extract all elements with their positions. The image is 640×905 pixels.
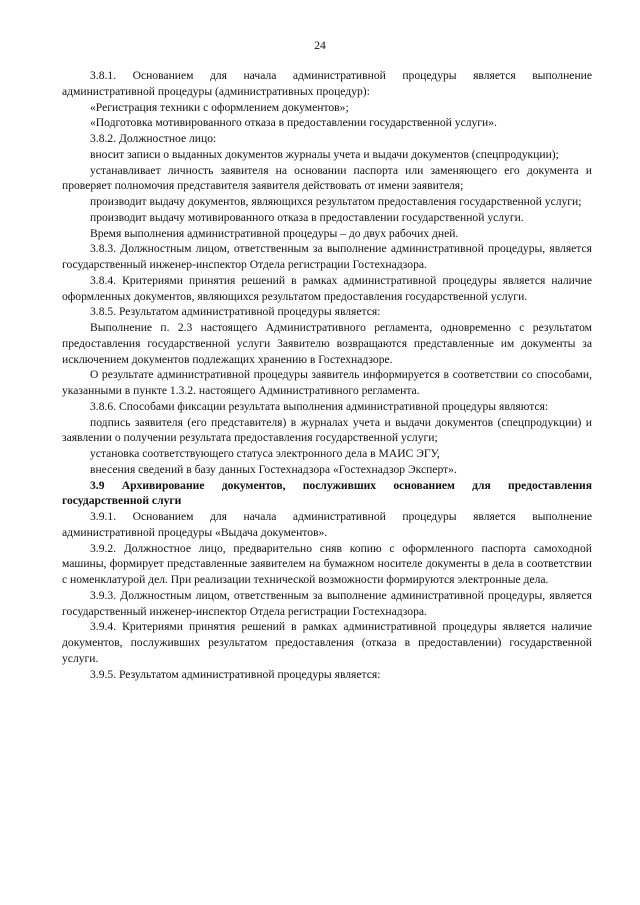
paragraph: 3.9.3. Должностным лицом, ответственным за выполнение административной процедуры, является государственный инженер-инспектор Отдела регистрации Гостехнадзора. <box>62 588 592 618</box>
section-heading: 3.9 Архивирование документов, послуживших основанием для предоставления государственной слуги <box>62 478 592 508</box>
paragraph: установка соответствующего статуса электронного дела в МАИС ЭГУ, <box>90 447 440 460</box>
paragraph: 3.8.4. Критериями принятия решений в рамках административной процедуры является наличие оформленных документов, являющихся результатом предоставления государственной услуги. <box>62 273 592 303</box>
paragraph: «Подготовка мотивированного отказа в предоставлении государственной услуги». <box>90 116 497 130</box>
paragraph: 3.9.4. Критериями принятия решений в рамках административной процедуры является наличие документов, послуживших результатом предоставления (отказа в предоставлении) государственной услуги. <box>62 620 592 665</box>
paragraph: 3.8.1. Основанием для начала административной процедуры является выполнение административной процедуры (административных процедур): <box>62 69 592 98</box>
paragraph: 3.8.5. Результатом административной процедуры является: <box>90 305 381 319</box>
paragraph: «Регистрация техники с оформлением документов»; <box>90 100 349 114</box>
paragraph: Выполнение п. 2.3 настоящего Административного регламента, одновременно с результатом предоставления государственной услуги Заявителю возвращаются представленные им документы за исключением документов подлежащих хранению в Гостехнадзоре. <box>62 321 592 366</box>
page-number: 24 <box>314 39 326 52</box>
paragraph: 3.9.5. Результатом административной процедуры является: <box>90 667 381 681</box>
paragraph: вносит записи о выданных документов журналы учета и выдачи документов (спецпродукции); <box>90 147 559 161</box>
paragraph: 3.9.1. Основанием для начала административной процедуры является выполнение административной процедуры «Выдача документов». <box>62 510 592 539</box>
paragraph: Время выполнения административной процедуры – до двух рабочих дней. <box>90 226 459 240</box>
paragraph: производит выдачу мотивированного отказа в предоставлении государственной услуги. <box>90 210 524 224</box>
paragraph: 3.9.2. Должностное лицо, предварительно сняв копию с оформленного паспорта самоходной машины, формирует представленные заявителем на бумажном носителе документы в дела в соответствии с номенклатурой дел. При реализации технической возможности формируются электронные дела. <box>62 541 592 586</box>
paragraph: О результате административной процедуры заявитель информируется в соответствии со способами, указанными в пункте 1.3.2. настоящего Административного регламента. <box>62 368 592 397</box>
paragraph: 3.8.2. Должностное лицо: <box>90 132 217 145</box>
paragraph: устанавливает личность заявителя на основании паспорта или заменяющего его документа и проверяет полномочия представителя заявителя действовать от имени заявителя; <box>62 163 592 193</box>
document-body <box>62 68 592 682</box>
paragraph: 3.8.3. Должностным лицом, ответственным за выполнение административной процедуры, является государственный инженер-инспектор Отдела регистрации Гостехнадзора. <box>62 242 592 271</box>
paragraph: подпись заявителя (его представителя) в журналах учета и выдачи документов (спецпродукции) и заявлении о получении результата предоставления государственной услуги; <box>62 415 592 445</box>
paragraph: внесения сведений в базу данных Гостехнадзора «Гостехнадзор Эксперт». <box>90 462 457 476</box>
paragraph: 3.8.6. Способами фиксации результата выполнения административной процедуры являются: <box>90 399 549 413</box>
paragraph: производит выдачу документов, являющихся результатом предоставления государственной услуги; <box>90 195 582 208</box>
